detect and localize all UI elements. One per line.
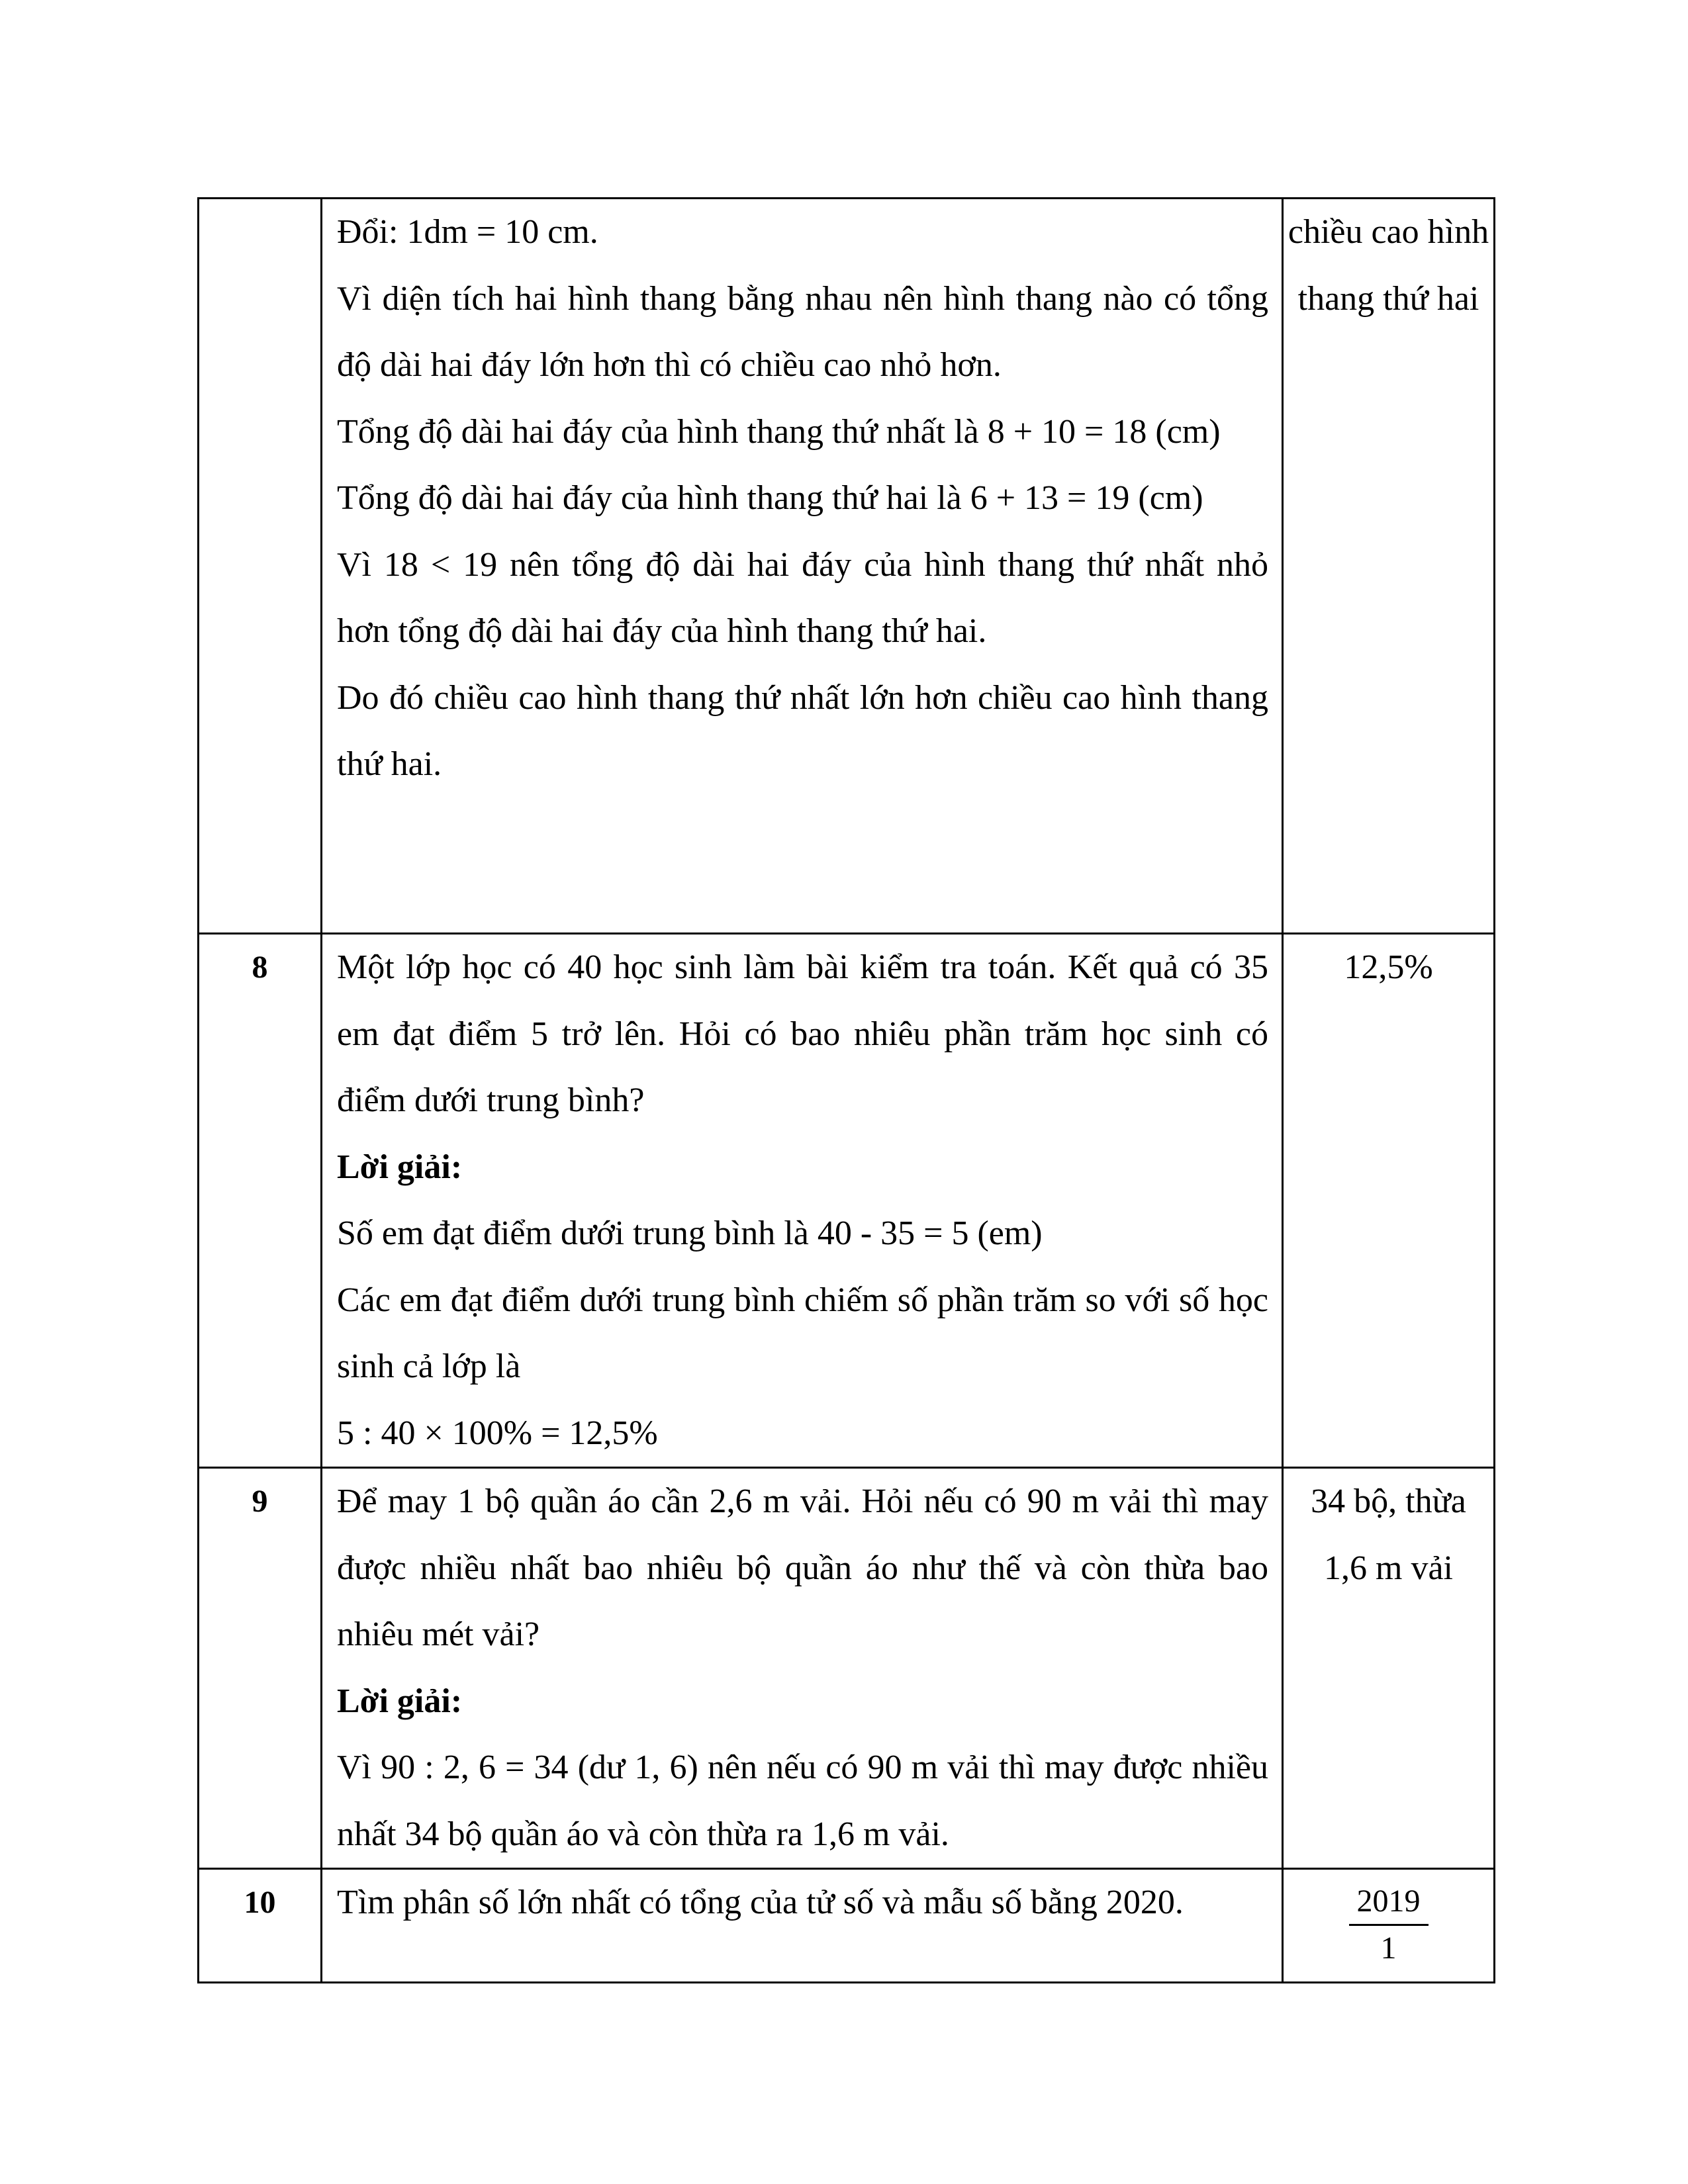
fraction-numerator: 2019 [1349,1882,1429,1926]
solution-line: Vì 18 < 19 nên tổng độ dài hai đáy của hình thang thứ nhất nhỏ hơn tổng độ dài hai đáy của hình thang thứ hai. [337,545,1268,650]
question-number: 10 [199,1869,322,1983]
solution-line: 5 : 40 × 100% = 12,5% [337,1414,658,1452]
question-text: Để may 1 bộ quần áo cần 2,6 m vải. Hỏi nếu có 90 m vải thì may được nhiều nhất bao nhiêu bộ quần áo như thế và còn thừa bao nhiêu mét vải? [337,1482,1268,1653]
question-cell [322,1468,1283,1869]
question-cell [322,1869,1283,1983]
solution-line: Do đó chiều cao hình thang thứ nhất lớn hơn chiều cao hình thang thứ hai. [337,678,1268,783]
solution-label: Lời giải: [337,1682,463,1720]
table-row [199,199,1495,934]
fraction-denominator: 1 [1380,1931,1397,1966]
table-row [199,934,1495,1468]
question-text: Tìm phân số lớn nhất có tổng của tử số và mẫu số bằng 2020. [337,1884,1184,1921]
answer-table [197,197,1495,1983]
table-row [199,1869,1495,1983]
answer-cell [1283,1869,1495,1983]
solution-line: Tổng độ dài hai đáy của hình thang thứ nhất là 8 + 10 = 18 (cm) [337,412,1221,451]
solution-cell [322,199,1283,934]
table-row [199,1468,1495,1869]
solution-line: Vì diện tích hai hình thang bằng nhau nên hình thang nào có tổng độ dài hai đáy lớn hơn thì có chiều cao nhỏ hơn. [337,279,1268,384]
solution-line: Đổi: 1dm = 10 cm. [337,213,598,251]
question-number: 9 [199,1468,322,1869]
solution-line: Tổng độ dài hai đáy của hình thang thứ hai là 6 + 13 = 19 (cm) [337,479,1203,517]
solution-line: Các em đạt điểm dưới trung bình chiếm số phần trăm so với số học sinh cả lớp là [337,1281,1268,1385]
question-number: 8 [199,934,322,1468]
solution-line: Vì 90 : 2, 6 = 34 (dư 1, 6) nên nếu có 90 m vải thì may được nhiều nhất 34 bộ quần áo và còn thừa ra 1,6 m vải. [337,1749,1268,1853]
solution-line: Số em đạt điểm dưới trung bình là 40 - 35 = 5 (em) [337,1214,1043,1252]
answer-cell: 12,5% [1283,934,1495,1468]
answer-cell: 34 bộ, thừa 1,6 m vải [1283,1468,1495,1869]
solution-label: Lời giải: [337,1148,463,1186]
answer-fraction [1349,1882,1429,1968]
question-cell [322,934,1283,1468]
question-text: Một lớp học có 40 học sinh làm bài kiểm tra toán. Kết quả có 35 em đạt điểm 5 trở lên. Hỏi có bao nhiêu phần trăm học sinh có điểm dưới trung bình? [337,948,1268,1119]
answer-cell: chiều cao hình thang thứ hai [1283,199,1495,934]
question-number [199,199,322,934]
answer-table-page [197,197,1493,1983]
